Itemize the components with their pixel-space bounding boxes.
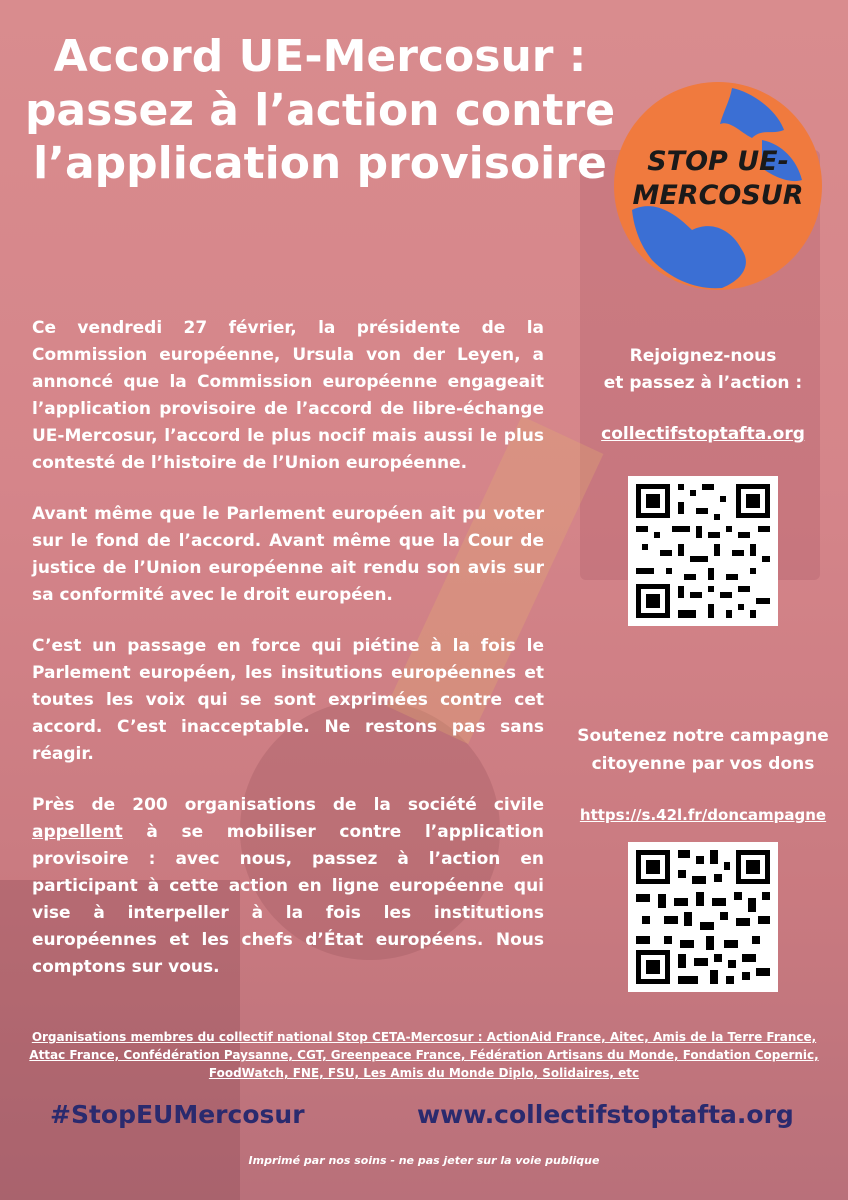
member-organizations[interactable]: Organisations membres du collectif national Stop CETA-Mercosur : ActionAid France, Aitec, Amis de la Terre France, Attac France, Confédération Paysanne, CGT, Greenpeace France, Fédération Artisans du Monde, Fondation Copernic, FoodWatch, FNE, FSU, Les Amis du Monde Diplo, Solidaires, etc <box>29 1030 819 1080</box>
paragraph-4-end: à se mobiliser contre l’application provisoire : avec nous, passez à l’action en participant à cette action en ligne européenne qui vise à interpeller à la fois les institutions européennes et les chefs d’État européens. Nous comptons sur vous. <box>32 822 544 977</box>
qr-code-icon <box>628 476 778 626</box>
donation-link[interactable]: https://s.42l.fr/doncampagne <box>579 806 827 824</box>
join-heading <box>583 343 823 397</box>
logo-text-line-2: MERCOSUR <box>632 180 804 211</box>
paragraph-4 <box>32 792 544 981</box>
title-line-1: Accord UE-Mercosur : <box>53 31 587 82</box>
paragraph-3: C’est un passage en force qui piétine à la fois le Parlement européen, les insitutions européennes et toutes les voix qui se sont exprimées contre cet accord. C’est inacceptable. Ne restons pas sans réagir. <box>32 636 544 764</box>
qr-code-icon <box>628 842 778 992</box>
paragraph-2: Avant même que le Parlement européen ait pu voter sur le fond de l’accord. Avant même que la Cour de justice de l’Union européenne ait rendu son avis sur sa conformité avec le droit européen. <box>32 504 544 605</box>
join-line-2: et passez à l’action : <box>603 373 803 393</box>
collectif-link[interactable]: collectifstoptafta.org <box>601 424 805 444</box>
support-heading <box>563 722 843 778</box>
qr-code-donation[interactable] <box>628 842 778 992</box>
support-line-1: Soutenez notre campagne <box>577 726 829 746</box>
hashtag: #StopEUMercosur <box>50 1100 305 1129</box>
join-line-1: Rejoignez-nous <box>629 346 777 366</box>
qr-code-collectif[interactable] <box>628 476 778 626</box>
print-notice: Imprimé par nos soins - ne pas jeter sur la voie publique <box>248 1154 600 1167</box>
logo-text-line-1: STOP UE- <box>647 146 789 177</box>
paragraph-1: Ce vendredi 27 février, la présidente de la Commission européenne, Ursula von der Leyen, a annoncé que la Commission européenne engageait l’application provisoire de l’accord de libre-échange UE-Mercosur, l’accord le plus nocif mais aussi le plus contesté de l’histoire de l’Union européenne. <box>32 318 544 473</box>
title-line-3: l’application provisoire <box>33 138 607 190</box>
paragraph-4-start: Près de 200 organisations de la société civile <box>32 795 544 815</box>
website-link[interactable]: www.collectifstoptafta.org <box>417 1100 794 1129</box>
stop-ue-mercosur-logo <box>612 80 824 292</box>
page-title <box>20 30 620 191</box>
main-text <box>32 315 544 1005</box>
title-line-2: passez à l’action contre <box>24 84 616 136</box>
support-line-2: citoyenne par vos dons <box>591 754 815 774</box>
appellent-link[interactable]: appellent <box>32 822 123 842</box>
